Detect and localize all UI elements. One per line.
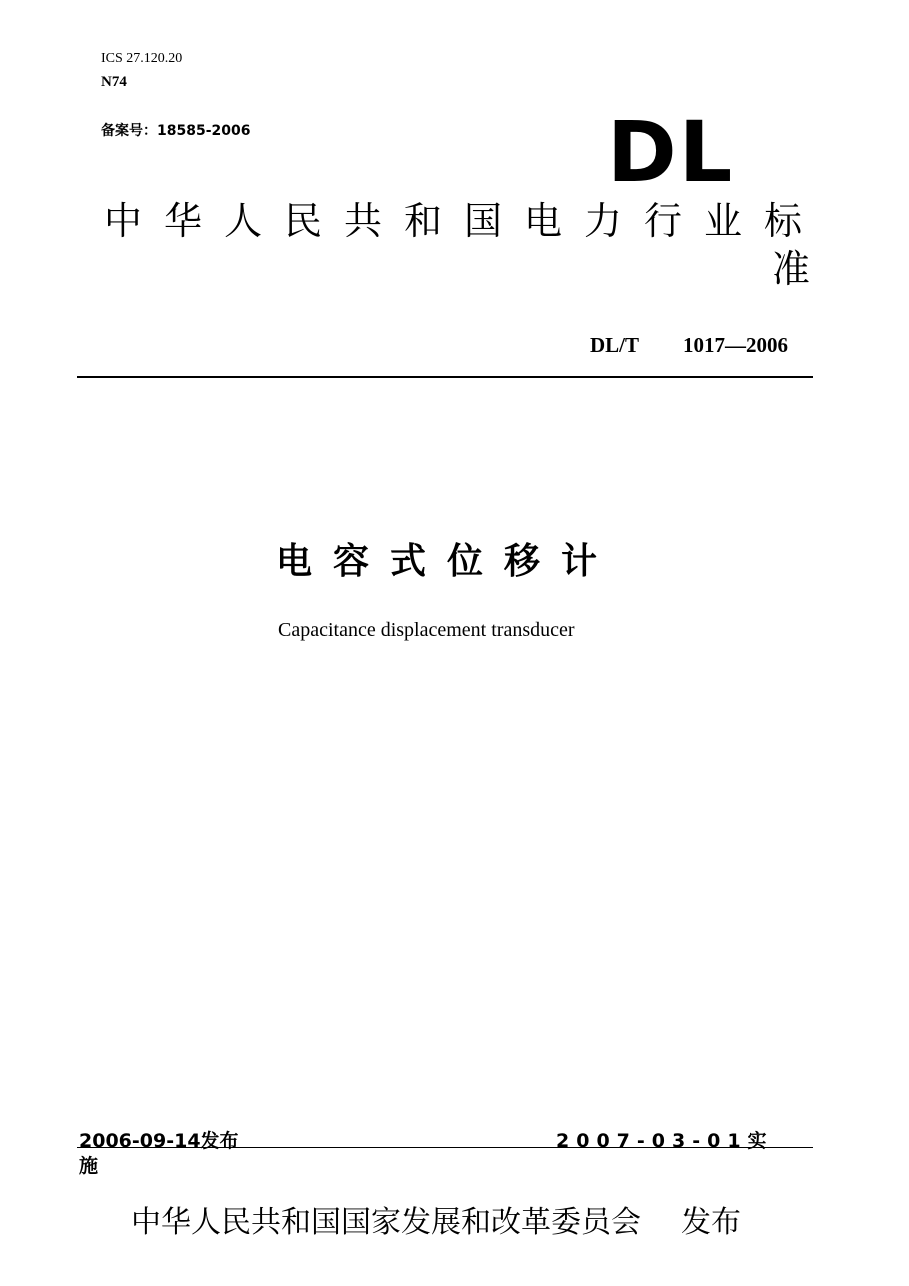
standard-title-line2: 准 — [772, 247, 811, 291]
standard-number-value: 1017—2006 — [683, 333, 789, 357]
dl-logo: DL — [607, 103, 735, 201]
standard-title-line1: 中华人民共和国电力行业标 — [104, 199, 825, 243]
record-number: 备案号：18585-2006 — [101, 123, 251, 139]
footer-divider — [77, 1147, 813, 1148]
issuer-line — [131, 1205, 741, 1240]
standard-code: DL/T — [590, 333, 640, 357]
effective-date: 2007-03-01实 — [556, 1130, 774, 1152]
effective-date-tail: 施 — [79, 1155, 99, 1177]
ics-code: ICS 27.120.20 — [101, 51, 183, 66]
document-title-cn: 电容式位移计 — [276, 541, 619, 582]
header-divider — [77, 376, 813, 378]
document-title-en: Capacitance displacement transducer — [278, 619, 575, 641]
publish-date: 2006-09-14发布 — [79, 1130, 239, 1152]
ccs-code: N74 — [101, 74, 127, 90]
issuer-name: 中华人民共和国国家发展和改革委员会 — [131, 1205, 641, 1240]
issuer-action: 发布 — [681, 1205, 741, 1240]
standard-number — [590, 333, 788, 358]
